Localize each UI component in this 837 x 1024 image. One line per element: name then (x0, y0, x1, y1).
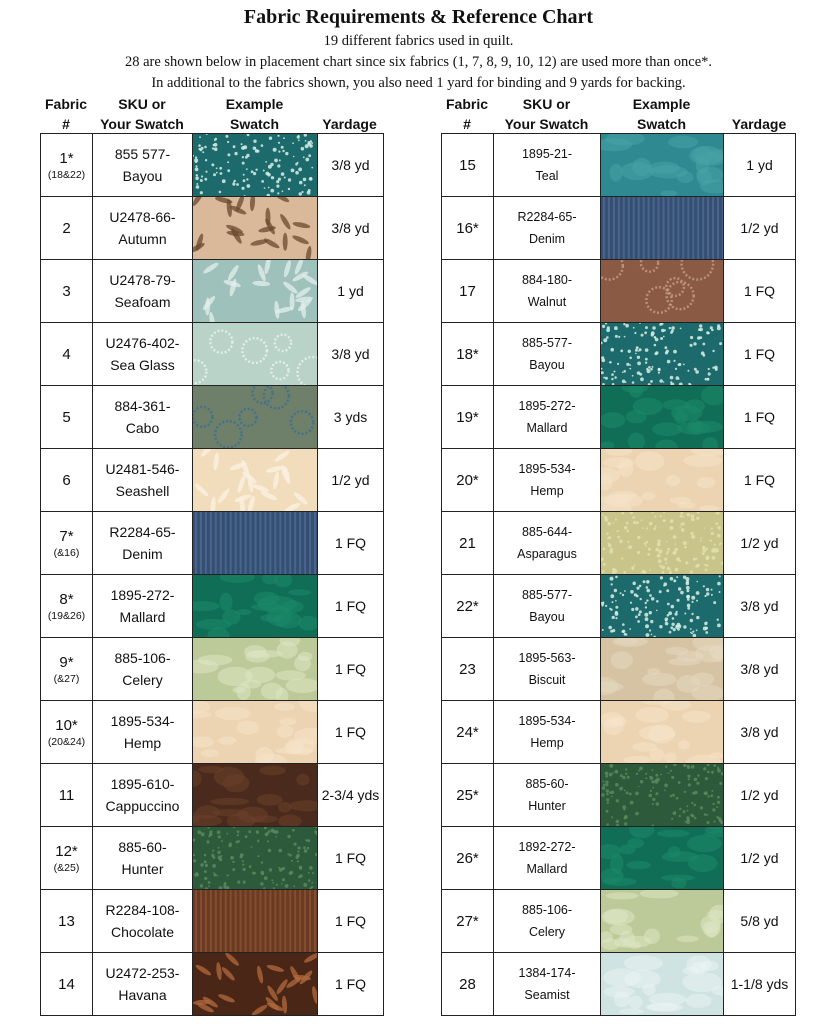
swatch-cell (601, 638, 724, 701)
sku-cell (494, 890, 601, 953)
fabric-row (41, 386, 384, 449)
yardage-cell: 3/8 yd (724, 638, 796, 701)
yardage-cell: 1 FQ (724, 386, 796, 449)
sku-cell (494, 827, 601, 890)
fabric-swatch-image (601, 575, 723, 637)
fabric-row (41, 449, 384, 512)
yardage-cell: 1/2 yd (724, 827, 796, 890)
sku-name: Teal (535, 169, 559, 183)
fabric-swatch-image (193, 449, 317, 511)
header-yardage-label: Yardage (322, 116, 377, 132)
sku-cell (494, 449, 601, 512)
header-swatch-label: Example (632, 96, 691, 112)
sku-code: U2481-546- (105, 461, 180, 477)
fabric-swatch-image (601, 386, 723, 448)
fabric-number: 9* (59, 653, 74, 671)
fabric-number-cell (41, 638, 93, 701)
sku-code: 1895-534- (518, 462, 576, 476)
intro-line-3: In additional to the fabrics shown, you also need 1 yard for binding and 9 yards for backing. (151, 75, 686, 91)
swatch-cell (193, 449, 318, 512)
swatch-cell (601, 134, 724, 197)
fabric-number-cell (41, 890, 93, 953)
fabric-number-cell (41, 386, 93, 449)
fabric-number: 8* (59, 590, 74, 608)
fabric-number: 14 (58, 975, 75, 993)
fabric-number: 12* (55, 842, 78, 860)
sku-name: Celery (528, 925, 566, 939)
fabric-swatch-image (601, 197, 723, 259)
sku-code: 1895-534- (110, 713, 175, 729)
fabric-repeat-note: (18&22) (47, 168, 86, 181)
swatch-cell (601, 953, 724, 1016)
fabric-row (442, 386, 796, 449)
sku-name: Havana (118, 987, 167, 1003)
sku-code: R2284-65- (517, 210, 577, 224)
swatch-cell (601, 386, 724, 449)
fabric-number-cell (442, 638, 494, 701)
fabric-swatch-image (601, 512, 723, 574)
fabric-swatch-image (601, 260, 723, 322)
sku-code: 1895-21- (521, 147, 573, 161)
sku-name: Sea Glass (110, 357, 175, 373)
intro-line-2: 28 are shown below in placement chart since six fabrics (1, 7, 8, 9, 10, 12) are used more than once*. (124, 54, 713, 70)
sku-cell (494, 386, 601, 449)
sku-code: U2476-402- (105, 335, 180, 351)
header-sku-label: SKU or (118, 96, 166, 112)
swatch-cell (601, 197, 724, 260)
swatch-cell (601, 512, 724, 575)
sku-code: 885-644- (521, 525, 573, 539)
sku-cell (494, 323, 601, 386)
fabric-repeat-note: (19&26) (47, 609, 86, 622)
header-yardage-label: Yardage (731, 116, 787, 132)
swatch-cell (601, 764, 724, 827)
fabric-swatch-image (193, 260, 317, 322)
fabric-number-cell (442, 575, 494, 638)
sku-name: Seashell (115, 483, 170, 499)
sku-code: U2478-79- (109, 272, 176, 288)
fabric-swatch-image (601, 449, 723, 511)
fabric-row (442, 890, 796, 953)
fabric-number-cell (41, 827, 93, 890)
header-fabric-label: Fabric (44, 96, 87, 112)
yardage-cell: 3/8 yd (318, 323, 384, 386)
fabric-row (442, 512, 796, 575)
fabric-number-cell (41, 953, 93, 1016)
fabric-number-cell (442, 197, 494, 260)
sku-name: Autumn (118, 231, 167, 247)
sku-cell (93, 890, 193, 953)
fabric-number-cell (442, 134, 494, 197)
fabric-swatch-image (193, 197, 317, 259)
fabric-row (442, 638, 796, 701)
fabric-number-cell (41, 701, 93, 764)
header-swatch-sub: Swatch (229, 116, 279, 132)
sku-name: Asparagus (517, 547, 577, 561)
sku-cell (93, 134, 193, 197)
fabric-row (41, 260, 384, 323)
fabric-number-cell (41, 449, 93, 512)
fabric-number-cell (41, 323, 93, 386)
fabric-row (41, 323, 384, 386)
fabric-row (442, 827, 796, 890)
fabric-number-cell (41, 764, 93, 827)
yardage-cell: 5/8 yd (724, 890, 796, 953)
fabric-row (442, 197, 796, 260)
swatch-cell (601, 575, 724, 638)
header-swatch-label: Example (225, 96, 284, 112)
fabric-number: 27* (456, 912, 479, 930)
fabric-number-cell (442, 890, 494, 953)
fabric-row (41, 638, 384, 701)
sku-name: Chocolate (110, 924, 175, 940)
fabric-row (41, 827, 384, 890)
fabric-repeat-note: (&25) (53, 861, 80, 874)
fabric-row (442, 323, 796, 386)
sku-name: Bayou (122, 168, 163, 184)
sku-code: 884-361- (114, 398, 171, 414)
swatch-cell (193, 764, 318, 827)
right-fabric-table (441, 133, 796, 1016)
sku-code: 855 577- (114, 146, 171, 162)
sku-cell (494, 953, 601, 1016)
sku-cell (93, 701, 193, 764)
fabric-number-cell (442, 512, 494, 575)
fabric-number: 4 (62, 345, 71, 363)
yardage-cell: 1 FQ (318, 827, 384, 890)
yardage-cell: 1/2 yd (318, 449, 384, 512)
intro-line-1: 19 different fabrics used in quilt. (323, 33, 514, 49)
yardage-cell: 2-3/4 yds (318, 764, 384, 827)
sku-cell (494, 764, 601, 827)
fabric-swatch-image (601, 701, 723, 763)
right-header-fabric (441, 94, 493, 134)
yardage-cell: 1 FQ (318, 512, 384, 575)
right-header-yardage (723, 94, 795, 134)
sku-cell (93, 575, 193, 638)
left-header-sku (92, 94, 192, 134)
yardage-cell: 1/2 yd (724, 197, 796, 260)
header-fabric-label: Fabric (445, 96, 488, 112)
fabric-number: 24* (456, 723, 479, 741)
sku-name: Hemp (123, 735, 162, 751)
swatch-cell (601, 323, 724, 386)
fabric-row (41, 890, 384, 953)
sku-cell (494, 512, 601, 575)
right-header-swatch (600, 94, 723, 134)
header-sku-label: SKU or (522, 96, 571, 112)
fabric-repeat-note: (&16) (53, 546, 80, 559)
yardage-cell: 1 FQ (318, 575, 384, 638)
sku-code: U2472-253- (105, 965, 180, 981)
sku-code: 1895-272- (518, 399, 576, 413)
fabric-number-cell (442, 323, 494, 386)
sku-name: Bayou (529, 358, 565, 372)
sku-code: U2478-66- (109, 209, 176, 225)
sku-cell (93, 386, 193, 449)
fabric-swatch-image (193, 953, 317, 1015)
yardage-cell: 1 yd (318, 260, 384, 323)
fabric-number: 17 (459, 282, 476, 300)
left-header-fabric (40, 94, 92, 134)
swatch-cell (193, 512, 318, 575)
sku-code: 885-60- (118, 839, 167, 855)
sku-code: 1892-272- (518, 840, 576, 854)
header-sku-sub: Your Swatch (504, 116, 589, 132)
fabric-row (41, 953, 384, 1016)
sku-name: Bayou (529, 610, 565, 624)
fabric-swatch-image (601, 638, 723, 700)
swatch-cell (193, 638, 318, 701)
swatch-cell (193, 134, 318, 197)
sku-code: 1895-610- (110, 776, 175, 792)
yardage-cell: 1 FQ (318, 890, 384, 953)
fabric-row (442, 134, 796, 197)
fabric-row (442, 701, 796, 764)
fabric-repeat-note: (&27) (53, 672, 80, 685)
sku-cell (93, 638, 193, 701)
fabric-row (442, 764, 796, 827)
fabric-number: 28 (459, 975, 476, 993)
yardage-cell: 3/8 yd (724, 701, 796, 764)
yardage-cell: 1 FQ (724, 260, 796, 323)
yardage-cell: 3 yds (318, 386, 384, 449)
sku-cell (93, 953, 193, 1016)
fabric-number: 6 (62, 471, 71, 489)
yardage-cell: 1 FQ (724, 449, 796, 512)
sku-code: 1895-272- (110, 587, 175, 603)
fabric-row (442, 260, 796, 323)
yardage-cell: 1/2 yd (724, 512, 796, 575)
sku-code: R2284-108- (105, 902, 180, 918)
fabric-number: 5 (62, 408, 71, 426)
header-fabric-hash: # (463, 116, 471, 132)
sku-cell (93, 512, 193, 575)
fabric-number-cell (41, 260, 93, 323)
fabric-swatch-image (193, 890, 317, 952)
fabric-number-cell (41, 512, 93, 575)
fabric-row (442, 953, 796, 1016)
fabric-number: 21 (459, 534, 476, 552)
sku-name: Hemp (530, 736, 564, 750)
sku-cell (93, 323, 193, 386)
swatch-cell (193, 701, 318, 764)
sku-name: Hunter (528, 799, 566, 813)
swatch-cell (601, 260, 724, 323)
sku-cell (494, 134, 601, 197)
fabric-number: 19* (456, 408, 479, 426)
sku-cell (494, 260, 601, 323)
sku-cell (494, 575, 601, 638)
sku-name: Hunter (121, 861, 164, 877)
swatch-cell (193, 197, 318, 260)
sku-name: Mallard (119, 609, 166, 625)
right-header-sku (493, 94, 600, 134)
fabric-row (442, 449, 796, 512)
sku-cell (494, 197, 601, 260)
swatch-cell (601, 449, 724, 512)
sku-name: Celery (122, 672, 163, 688)
fabric-swatch-image (601, 953, 723, 1015)
header-sku-sub: Your Swatch (100, 116, 184, 132)
yardage-cell: 3/8 yd (318, 197, 384, 260)
swatch-cell (601, 827, 724, 890)
sku-cell (93, 827, 193, 890)
header-swatch-sub: Swatch (636, 116, 686, 132)
fabric-swatch-image (193, 512, 317, 574)
sku-cell (93, 764, 193, 827)
fabric-number-cell (442, 386, 494, 449)
sku-cell (494, 701, 601, 764)
yardage-cell: 1 FQ (318, 953, 384, 1016)
yardage-cell: 3/8 yd (318, 134, 384, 197)
sku-code: 1895-563- (518, 651, 576, 665)
left-header-yardage (317, 94, 382, 134)
yardage-cell: 3/8 yd (724, 575, 796, 638)
fabric-swatch-image (601, 134, 723, 196)
fabric-number: 23 (459, 660, 476, 678)
sku-code: 885-106- (521, 903, 573, 917)
left-header-swatch (192, 94, 317, 134)
fabric-number-cell (442, 260, 494, 323)
fabric-number: 18* (456, 345, 479, 363)
sku-cell (93, 197, 193, 260)
fabric-row (41, 764, 384, 827)
yardage-cell: 1 FQ (318, 701, 384, 764)
fabric-number-cell (442, 827, 494, 890)
fabric-row (41, 134, 384, 197)
sku-name: Seamist (524, 988, 570, 1002)
sku-cell (93, 260, 193, 323)
sku-name: Mallard (526, 862, 568, 876)
fabric-number: 11 (58, 786, 75, 804)
fabric-swatch-image (601, 764, 723, 826)
fabric-swatch-image (193, 386, 317, 448)
sku-code: 885-106- (114, 650, 171, 666)
fabric-number: 7* (59, 527, 74, 545)
sku-code: 1895-534- (518, 714, 576, 728)
fabric-number-cell (41, 134, 93, 197)
fabric-swatch-image (601, 890, 723, 952)
sku-name: Cabo (125, 420, 160, 436)
fabric-row (41, 575, 384, 638)
fabric-number-cell (442, 449, 494, 512)
swatch-cell (193, 890, 318, 953)
fabric-swatch-image (601, 323, 723, 385)
fabric-number: 25* (456, 786, 479, 804)
sku-code: 1384-174- (518, 966, 576, 980)
fabric-number: 15 (459, 156, 476, 174)
sku-code: 884-180- (521, 273, 573, 287)
sku-code: 885-577- (521, 588, 573, 602)
fabric-swatch-image (193, 323, 317, 385)
fabric-row (442, 575, 796, 638)
yardage-cell: 1 yd (724, 134, 796, 197)
fabric-swatch-image (193, 134, 317, 196)
fabric-swatch-image (193, 575, 317, 637)
swatch-cell (193, 260, 318, 323)
sku-name: Mallard (526, 421, 568, 435)
yardage-cell: 1 FQ (724, 323, 796, 386)
fabric-number: 20* (456, 471, 479, 489)
swatch-cell (193, 386, 318, 449)
fabric-row (41, 197, 384, 260)
fabric-swatch-image (193, 827, 317, 889)
fabric-repeat-note: (20&24) (47, 735, 86, 748)
chart-title: Fabric Requirements & Reference Chart (243, 6, 594, 28)
fabric-number: 26* (456, 849, 479, 867)
yardage-cell: 1-1/8 yds (724, 953, 796, 1016)
sku-name: Denim (528, 232, 566, 246)
yardage-cell: 1 FQ (318, 638, 384, 701)
fabric-swatch-image (193, 638, 317, 700)
sku-name: Seafoam (114, 294, 171, 310)
sku-name: Walnut (527, 295, 567, 309)
sku-code: 885-577- (521, 336, 573, 350)
fabric-row (41, 701, 384, 764)
fabric-number-cell (442, 764, 494, 827)
fabric-number: 2 (62, 219, 71, 237)
fabric-number: 1* (59, 149, 74, 167)
swatch-cell (601, 890, 724, 953)
sku-name: Biscuit (528, 673, 566, 687)
fabric-number-cell (41, 197, 93, 260)
yardage-cell: 1/2 yd (724, 764, 796, 827)
swatch-cell (193, 575, 318, 638)
sku-name: Denim (122, 546, 163, 562)
swatch-cell (601, 701, 724, 764)
fabric-number: 10* (55, 716, 78, 734)
sku-code: R2284-65- (109, 524, 176, 540)
header-fabric-hash: # (62, 116, 70, 132)
fabric-number-cell (442, 701, 494, 764)
left-fabric-table (40, 133, 384, 1016)
swatch-cell (193, 323, 318, 386)
fabric-number: 22* (456, 597, 479, 615)
fabric-number-cell (442, 953, 494, 1016)
swatch-cell (193, 827, 318, 890)
fabric-row (41, 512, 384, 575)
sku-cell (93, 449, 193, 512)
sku-name: Hemp (530, 484, 564, 498)
sku-cell (494, 638, 601, 701)
fabric-number: 16* (456, 219, 479, 237)
sku-code: 885-60- (525, 777, 569, 791)
fabric-swatch-image (601, 827, 723, 889)
fabric-swatch-image (193, 701, 317, 763)
sku-name: Cappuccino (105, 798, 180, 814)
fabric-number: 3 (62, 282, 71, 300)
fabric-swatch-image (193, 764, 317, 826)
fabric-number: 13 (58, 912, 75, 930)
fabric-number-cell (41, 575, 93, 638)
swatch-cell (193, 953, 318, 1016)
